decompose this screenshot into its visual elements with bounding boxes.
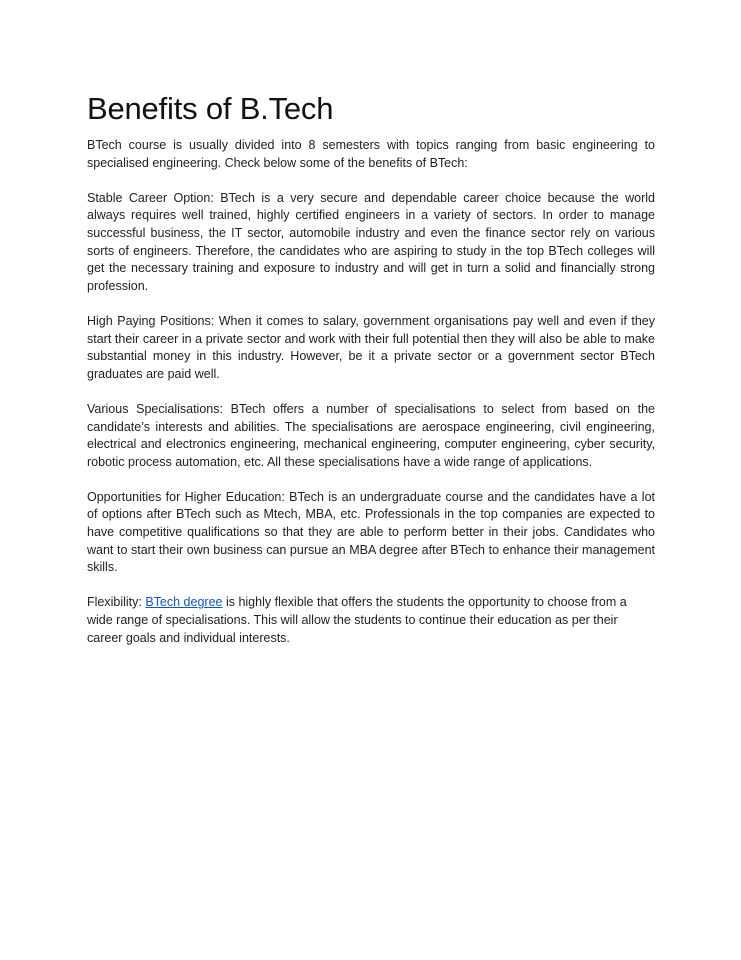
paragraph-heading: Flexibility: [87,595,146,610]
paragraph-heading: Various Specialisations: [87,401,223,416]
paragraph-body: When it comes to salary, government organisations pay well and even if they start their career in a private sector and work with their full potential then they will also be able to make substantial money in this industry. However, be it a private sector or a government sector BTech graduates are paid well. [87,313,655,381]
document-page [87,90,655,665]
paragraph-body: is highly flexible that offers the students the opportunity to choose from a wide range of specialisations. This will allow the students to continue their education as per their career goals and individual interests. [87,595,627,645]
btech-degree-link[interactable]: BTech degree [145,595,223,610]
paragraph-higher-education [87,489,655,577]
paragraph-heading: High Paying Positions: [87,313,215,328]
paragraph-heading: Stable Career Option: [87,190,214,205]
paragraph-flexibility [87,594,655,647]
paragraph-specialisations [87,401,655,471]
paragraph-stable-career [87,190,655,296]
paragraph-heading: Opportunities for Higher Education: [87,489,285,504]
page-title: Benefits of B.Tech [87,91,334,126]
paragraph-body: BTech is a very secure and dependable career choice because the world always requires well trained, highly certified engineers in a variety of sectors. In order to manage successful business, the IT sector, automobile industry and even the finance sector rely on various sorts of engineers. Therefore, the candidates who are aspiring to study in the top BTech colleges will get the necessary training and exposure to industry and will get in turn a solid and financially strong profession. [87,190,655,293]
paragraph-body: BTech is an undergraduate course and the candidates have a lot of options after BTech such as Mtech, MBA, etc. Professionals in the top companies are expected to have competitive qualifications so that they are able to perform better in their jobs. Candidates who want to start their own business can pursue an MBA degree after BTech to enhance their management skills. [87,489,655,575]
intro-paragraph: BTech course is usually divided into 8 semesters with topics ranging from basic engineering to specialised engineering. Check below some of the benefits of BTech: [87,138,655,170]
paragraph-body: BTech offers a number of specialisations to select from based on the candidate’s interests and abilities. The specialisations are aerospace engineering, civil engineering, electrical and electronics engineering, mechanical engineering, computer engineering, cyber security, robotic process automation, etc. All these specialisations have a wide range of applications. [87,401,656,469]
paragraph-high-paying [87,313,655,383]
